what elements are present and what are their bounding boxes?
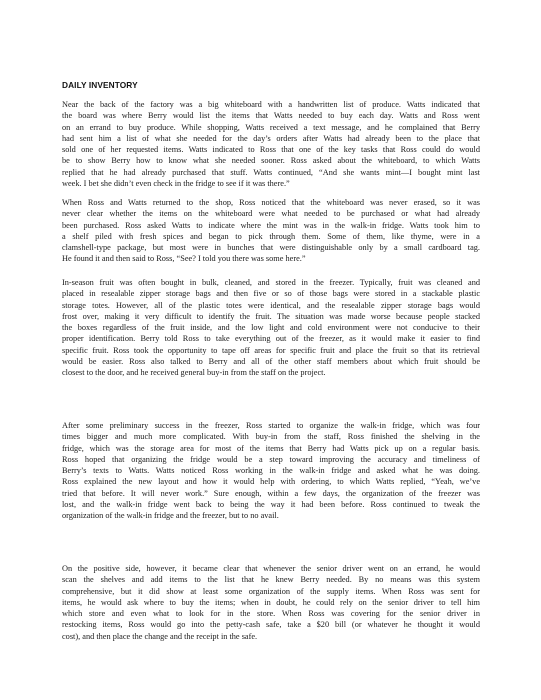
paragraph-line: cost), and then place the change and the receipt in the safe. xyxy=(62,631,258,641)
paragraph-line: be to show Berry how to know what she needed sooner. Ross asked about the whiteboard, to which Watts xyxy=(62,156,480,166)
paragraph-line: tried that before. It will never work.” Sure enough, within a few days, the organization of the freezer was xyxy=(62,488,480,498)
paragraph-line: would be easier. Ross also talked to Berry and all of the other staff members about which fruit should be xyxy=(62,357,480,367)
paragraph-4 xyxy=(62,420,480,522)
paragraph-line: Berry’s texts to Watts. Watts noticed Ross working in the walk-in fridge and asked what he was doing. xyxy=(62,466,480,476)
paragraph-line: never clear whether the items on the whiteboard were what needed to be purchased or what had already xyxy=(62,209,480,219)
paragraph-2 xyxy=(62,197,480,265)
paragraph-line: clamshell-type package, but most were in bunches that were distinguishable only by a small cardboard tag. xyxy=(62,243,480,253)
paragraph-line: scan the shelves and add items to the list that he knew Berry needed. By no means was this system xyxy=(62,575,480,585)
paragraph-line: which store and even what to look for in the store. When Ross was covering for the senior driver in xyxy=(62,609,480,619)
paragraph-line: Near the back of the factory was a big whiteboard with a handwritten list of produce. Watts indicated that xyxy=(62,100,480,109)
paragraph-line: replied that he had already purchased that stuff. Watts continued, “And she wants mint—I bought mint last xyxy=(62,167,480,177)
paragraph-line: had sent him a list of what she needed for the day’s orders after Watts had already been to the place that xyxy=(62,133,480,143)
paragraph-line: on an errand to buy produce. While shopping, Watts received a text message, and he complained that Berry xyxy=(62,122,480,132)
paragraph-line: sold one of her requested items. Watts indicated to Ross that one of the key tasks that Ross could do would xyxy=(62,145,480,155)
paragraph-line: proper identification. Berry told Ross to take everything out of the freezer, as it would make it easier to find xyxy=(62,334,480,344)
paragraph-line: closest to the door, and he received general buy-in from the staff on the project. xyxy=(62,368,326,378)
paragraph-line: times bigger and much more complicated. With buy-in from the staff, Ross finished the shelving in the xyxy=(62,432,480,442)
paragraph-3 xyxy=(62,277,480,379)
paragraph-line: items, he would ask where to buy the items; when in doubt, he could rely on the senior driver to tell him xyxy=(62,597,480,607)
paragraph-line: When Ross and Watts returned to the shop, Ross noticed that the whiteboard was never erased, so it was xyxy=(62,198,480,207)
paragraph-line: After some preliminary success in the freezer, Ross started to organize the walk-in fridge, which was four xyxy=(62,421,480,430)
paragraph-line: placed in resealable zipper storage bags and then five or so of those bags were stored in a stackable plastic xyxy=(62,289,480,299)
paragraph-1 xyxy=(62,99,480,189)
paragraph-line: restocking items, Ross would go into the petty-cash safe, take a $20 bill (or whatever he thought it would xyxy=(62,620,480,630)
paragraph-5 xyxy=(62,563,480,642)
paragraph-line: He found it and then said to Ross, “See? I told you there was some here.” xyxy=(62,254,306,264)
paragraph-line: In-season fruit was often bought in bulk, cleaned, and stored in the freezer. Typically, fruit was cleaned and xyxy=(62,278,480,287)
paragraph-line: comprehensive, but it did show at least some organization of the supply items. When Ross was sent for xyxy=(62,586,480,596)
paragraph-line: Ross hoped that organizing the fridge would be a step toward improving the accuracy and timeliness of xyxy=(62,454,480,464)
paragraph-line: lost, and the walk-in fridge went back to being the way it had been before. Ross continued to tweak the xyxy=(62,500,480,510)
paragraph-line: organization of the walk-in fridge and the freezer, but to no avail. xyxy=(62,511,279,521)
paragraph-line: fridge, which was the storage area for most of the items that Berry had Watts pick up on a regular basis. xyxy=(62,443,480,453)
paragraph-line: Ross explained the new layout and how it would help with ordering, to which Watts replied, “Yeah, we’ve xyxy=(62,477,480,487)
paragraph-line: week. I bet she didn’t even check in the fridge to see if it was there.” xyxy=(62,179,290,189)
paragraph-line: frost over, making it very difficult to identify the fruit. The situation was made worse because people stacked xyxy=(62,311,480,321)
paragraph-line: storage totes. However, all of the plastic totes were identical, and the resealable zipper storage bags would xyxy=(62,300,480,310)
paragraph-line: On the positive side, however, it became clear that whenever the senior driver went on an errand, he would xyxy=(62,564,480,573)
paragraph-line: a shelf piled with fresh spices and began to pick through them. Some of them, like thyme, were in a xyxy=(62,231,480,241)
paragraph-line: specific fruit. Ross took the opportunity to tape off areas for specific fruit and place the fruit so that its retrieval xyxy=(62,345,480,355)
section-heading: DAILY INVENTORY xyxy=(62,80,138,90)
paragraph-line: been purchased. Ross asked Watts to indicate where the mint was in the walk-in fridge. Watts took him to xyxy=(62,220,480,230)
paragraph-line: the boxes regardless of the fruit inside, and the low light and cold environment were not conducive to their xyxy=(62,323,480,333)
paragraph-line: the board was where Berry would list the items that Watts needed to buy each day. Watts and Ross went xyxy=(62,111,480,121)
